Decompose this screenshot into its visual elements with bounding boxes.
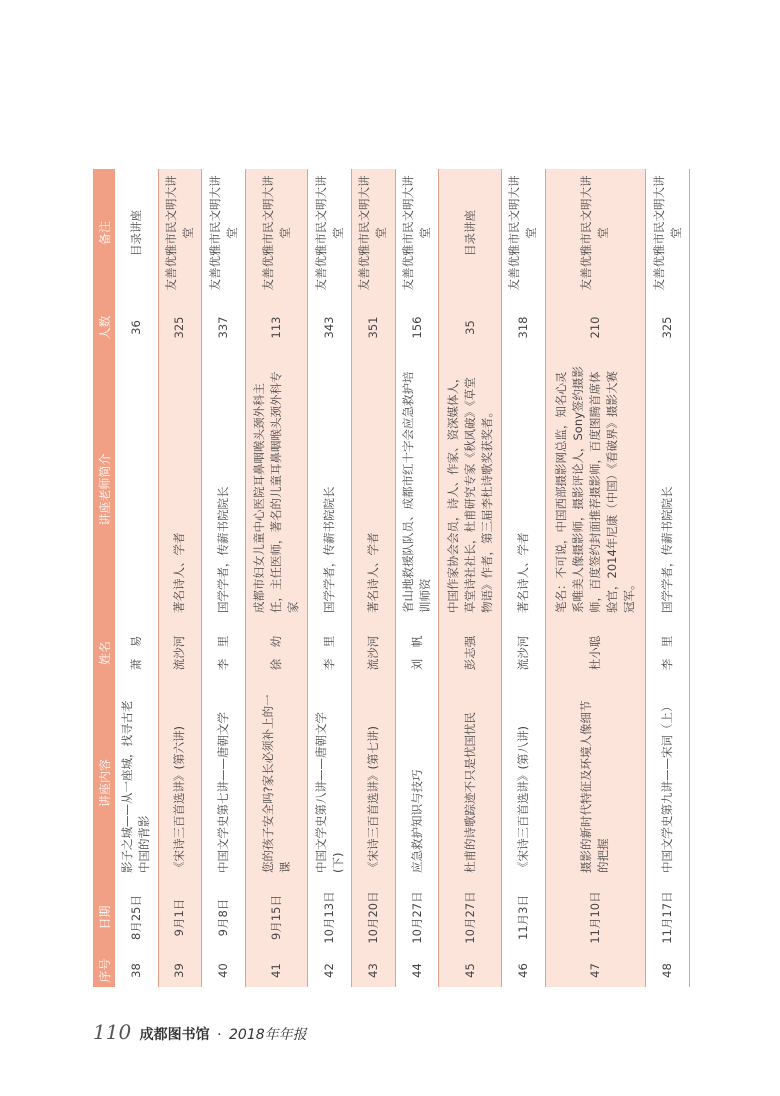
cell-count: 113: [245, 297, 308, 358]
cell-name: 彭志强: [439, 621, 502, 685]
cell-count: 156: [395, 297, 439, 358]
cell-title: 中国文学史第七讲——唐朝文学: [202, 685, 246, 881]
table-row: [646, 169, 690, 987]
cell-name: 徐 幼: [245, 621, 308, 685]
cell-title: 杜甫的诗歌踪迹不只是忧国忧民: [439, 685, 502, 881]
cell-no: 48: [646, 954, 690, 987]
cell-bio: 省山地救援队队员、成都市红十字会应急救护培训师资: [395, 358, 439, 621]
cell-bio: 国学学者，传薪书院院长: [202, 358, 246, 621]
cell-date: 11月10日: [545, 881, 646, 954]
table-row: [202, 169, 246, 987]
cell-name: 流沙河: [352, 621, 396, 685]
cell-bio: 国学学者，传薪书院院长: [646, 358, 690, 621]
table-row: [395, 169, 439, 987]
cell-bio: 笔名：不可说，中国西部摄影网总监，知名心灵系唯美人像摄影师，摄影评论人，Sony签约摄影师，百度签约封面推荐摄影师，百度图腾首席体验官，2014年尼康（中国）《看破界》摄影大赛冠军。: [545, 358, 646, 621]
cell-date: 10月27日: [395, 881, 439, 954]
footer-separator: ·: [217, 1027, 222, 1043]
cell-count: 35: [439, 297, 502, 358]
cell-date: 10月20日: [352, 881, 396, 954]
cell-no: 38: [115, 954, 158, 987]
cell-note: 友善优雅市民文明大讲堂: [501, 169, 545, 297]
cell-no: 43: [352, 954, 396, 987]
cell-no: 39: [158, 954, 202, 987]
cell-note: 友善优雅市民文明大讲堂: [646, 169, 690, 297]
header-note: 备注: [93, 169, 115, 297]
cell-name: 李 里: [202, 621, 246, 685]
cell-name: 刘 帆: [395, 621, 439, 685]
cell-title: 您的孩子安全吗?家长必须补上的一课: [245, 685, 308, 881]
cell-count: 318: [501, 297, 545, 358]
cell-name: 萧 易: [115, 621, 158, 685]
cell-note: 友善优雅市民文明大讲堂: [352, 169, 396, 297]
cell-count: 337: [202, 297, 246, 358]
cell-bio: 著名诗人、学者: [501, 358, 545, 621]
cell-no: 45: [439, 954, 502, 987]
cell-name: 李 里: [646, 621, 690, 685]
cell-title: 《宋诗三百首选讲》(第六讲): [158, 685, 202, 881]
cell-date: 9月15日: [245, 881, 308, 954]
cell-count: 343: [308, 297, 352, 358]
header-date: 日期: [93, 881, 115, 954]
cell-name: 李 里: [308, 621, 352, 685]
cell-title: 中国文学史第八讲——唐朝文学(下): [308, 685, 352, 881]
lecture-table: [93, 169, 690, 987]
table-row: [352, 169, 396, 987]
cell-count: 351: [352, 297, 396, 358]
cell-note: 目录讲座: [439, 169, 502, 297]
cell-date: 11月17日: [646, 881, 690, 954]
footer-year-label: 2018年年报: [229, 1027, 307, 1043]
cell-title: 《宋诗三百首选讲》(第七讲): [352, 685, 396, 881]
header-count: 人数: [93, 297, 115, 358]
cell-name: 流沙河: [501, 621, 545, 685]
cell-count: 325: [158, 297, 202, 358]
cell-date: 9月8日: [202, 881, 246, 954]
cell-date: 11月3日: [501, 881, 545, 954]
cell-title: 应急救护知识与技巧: [395, 685, 439, 881]
cell-date: 10月27日: [439, 881, 502, 954]
table-row: [115, 169, 158, 987]
cell-no: 42: [308, 954, 352, 987]
cell-no: 47: [545, 954, 646, 987]
table-header-row: [93, 169, 115, 987]
header-no: 序号: [93, 954, 115, 987]
cell-bio: 成都市妇女儿童中心医院耳鼻咽喉头颈外科主任，主任医师，著名的儿童耳鼻咽喉头颈外科专家: [245, 358, 308, 621]
cell-bio: [115, 358, 158, 621]
cell-note: 友善优雅市民文明大讲堂: [158, 169, 202, 297]
cell-no: 40: [202, 954, 246, 987]
cell-name: 流沙河: [158, 621, 202, 685]
lecture-table-rotated: [93, 169, 690, 987]
table-row: [158, 169, 202, 987]
page-footer: [93, 1020, 307, 1044]
cell-count: 325: [646, 297, 690, 358]
header-name: 姓名: [93, 621, 115, 685]
cell-title: 摄影的新时代特征及环境人像细节的把握: [545, 685, 646, 881]
table-row: [245, 169, 308, 987]
cell-bio: 著名诗人、学者: [352, 358, 396, 621]
cell-title: 影子之城——从一座城，找寻古老中国的背影: [115, 685, 158, 881]
header-bio: 讲座老师简介: [93, 358, 115, 621]
table-row: [308, 169, 352, 987]
cell-name: 杜小聪: [545, 621, 646, 685]
cell-count: 36: [115, 297, 158, 358]
table-row: [439, 169, 502, 987]
footer-org: 成都图书馆: [139, 1027, 210, 1043]
page-number: 110: [93, 1020, 132, 1044]
cell-bio: 国学学者，传薪书院院长: [308, 358, 352, 621]
cell-date: 9月1日: [158, 881, 202, 954]
cell-no: 41: [245, 954, 308, 987]
cell-note: 目录讲座: [115, 169, 158, 297]
cell-title: 《宋诗三百首选讲》(第八讲): [501, 685, 545, 881]
cell-note: 友善优雅市民文明大讲堂: [395, 169, 439, 297]
cell-title: 中国文学史第九讲——宋词（上）: [646, 685, 690, 881]
cell-no: 44: [395, 954, 439, 987]
cell-bio: 著名诗人、学者: [158, 358, 202, 621]
cell-note: 友善优雅市民文明大讲堂: [545, 169, 646, 297]
header-title: 讲座内容: [93, 685, 115, 881]
cell-note: 友善优雅市民文明大讲堂: [245, 169, 308, 297]
cell-count: 210: [545, 297, 646, 358]
cell-bio: 中国作家协会会员，诗人、作家、资深媒体人，草堂诗社社长，杜甫研究专家《秋风破》《草堂物语》作者，第三届李杜诗歌奖获奖者。: [439, 358, 502, 621]
cell-date: 10月13日: [308, 881, 352, 954]
table-row: [501, 169, 545, 987]
cell-no: 46: [501, 954, 545, 987]
cell-note: 友善优雅市民文明大讲堂: [202, 169, 246, 297]
cell-note: 友善优雅市民文明大讲堂: [308, 169, 352, 297]
table-row: [545, 169, 646, 987]
cell-date: 8月25日: [115, 881, 158, 954]
